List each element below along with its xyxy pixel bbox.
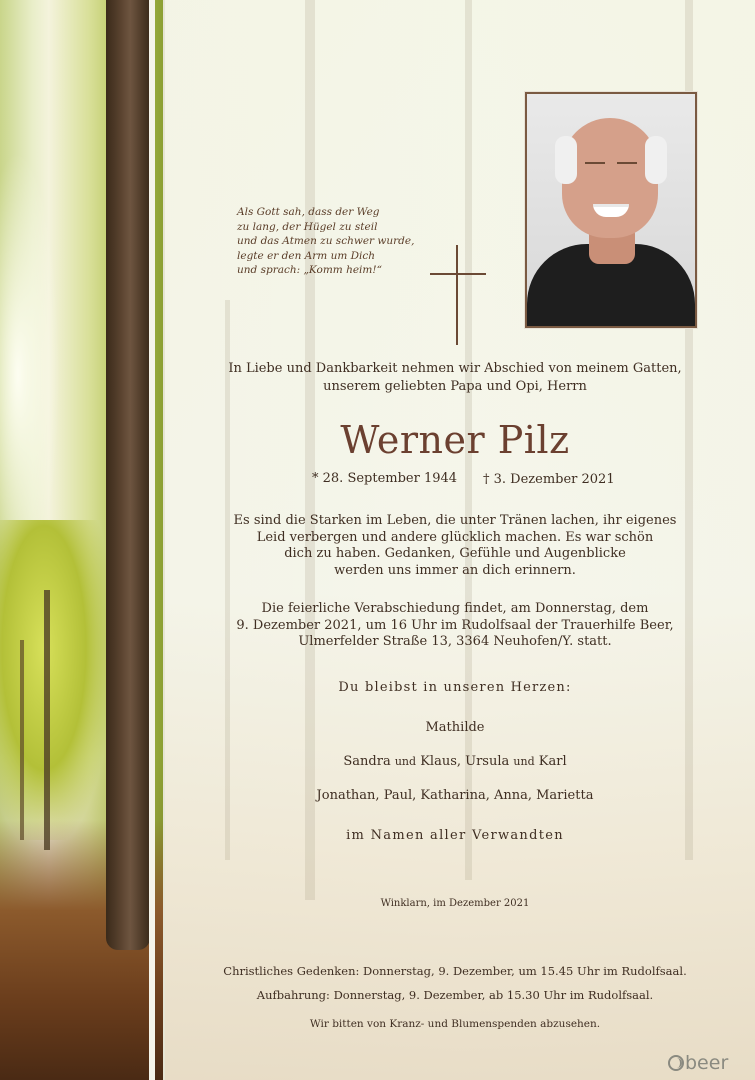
ceremony-paragraph	[205, 601, 705, 651]
birth-date: * 28. September 1944	[312, 471, 458, 486]
portrait-photo	[525, 92, 697, 328]
paragraph-line: Die feierliche Verabschiedung findet, am Donnerstag, dem	[261, 601, 649, 616]
poem-line: und sprach: „Komm heim!“	[237, 264, 382, 276]
poem-line: und das Atmen zu schwer wurde,	[237, 235, 415, 247]
beer-logo-icon	[668, 1055, 684, 1071]
mourner-family: im Namen aller Verwandten	[346, 828, 564, 843]
mourner-children	[205, 754, 705, 769]
aufbahrung-info: Aufbahrung: Donnerstag, 9. Dezember, ab 15.30 Uhr im Rudolfsaal.	[256, 988, 654, 1002]
mourner-spouse: Mathilde	[425, 720, 485, 735]
forest-main-trunk	[106, 0, 150, 950]
beer-logo-text: beer	[685, 1052, 729, 1074]
paragraph-line: werden uns immer an dich erinnern.	[334, 562, 576, 578]
divider-stripe	[149, 0, 155, 1080]
poem-line: Als Gott sah, dass der Weg	[237, 206, 380, 218]
forest-tree	[20, 640, 24, 840]
quote-paragraph	[205, 513, 705, 579]
connector-word: und	[394, 755, 417, 768]
deceased-name: Werner Pilz	[340, 418, 570, 462]
cross-icon	[456, 245, 458, 345]
connector-word: und	[513, 755, 535, 768]
paragraph-line: Leid verbergen und andere glücklich machen. Es war schön	[256, 529, 654, 545]
spenden-note: Wir bitten von Kranz- und Blumenspenden abzusehen.	[309, 1018, 601, 1030]
forest-tree	[44, 590, 50, 850]
paragraph-line: Es sind die Starken im Leben, die unter Tränen lachen, ihr eigenes	[233, 513, 677, 528]
remain-heading: Du bleibst in unseren Herzen:	[338, 680, 572, 695]
poem-line: zu lang, der Hügel zu steil	[237, 220, 378, 233]
death-date: † 3. Dezember 2021	[483, 472, 615, 487]
child-name: Sandra	[343, 754, 391, 769]
cross-icon-bar	[430, 273, 486, 275]
paragraph-line: dich zu haben. Gedanken, Gefühle und Augenblicke	[284, 546, 626, 561]
intro-text: In Liebe und Dankbarkeit nehmen wir Abschied von meinem Gatten, unserem geliebten Papa und Opi, Herrn	[228, 361, 682, 394]
mourner-grandchildren: Jonathan, Paul, Katharina, Anna, Marietta	[316, 788, 594, 803]
forest-foliage	[0, 520, 110, 840]
forest-image	[0, 0, 163, 1080]
child-name: Klaus, Ursula	[420, 754, 510, 769]
poem-line: legte er den Arm um Dich	[237, 249, 376, 262]
child-name: Karl	[538, 754, 567, 769]
beer-logo	[668, 1052, 728, 1074]
paragraph-line: Ulmerfelder Straße 13, 3364 Neuhofen/Y. statt.	[298, 634, 612, 649]
place-date: Winklarn, im Dezember 2021	[380, 898, 530, 909]
paragraph-line: 9. Dezember 2021, um 16 Uhr im Rudolfsaal der Trauerhilfe Beer,	[236, 617, 674, 633]
gedenken-info: Christliches Gedenken: Donnerstag, 9. Dezember, um 15.45 Uhr im Rudolfsaal.	[223, 964, 687, 978]
poem	[237, 205, 427, 278]
